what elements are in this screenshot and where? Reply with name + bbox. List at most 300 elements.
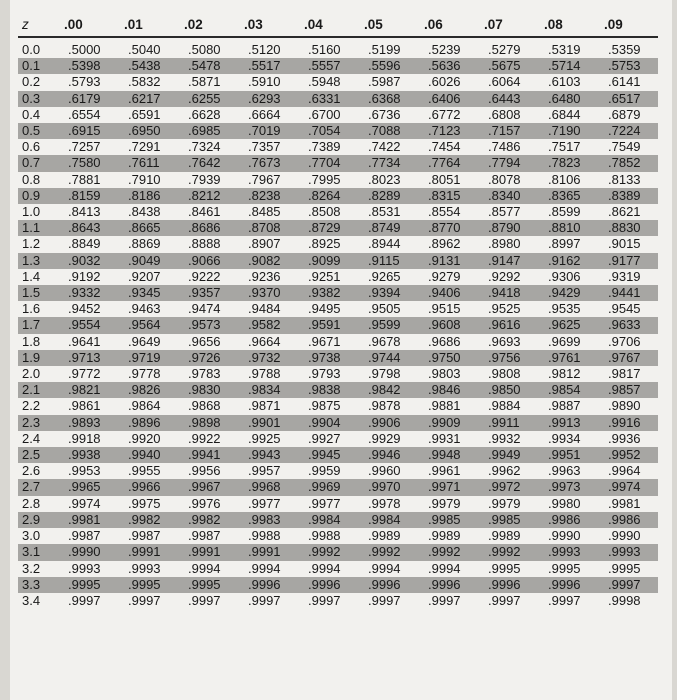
column-header: .02 bbox=[178, 14, 238, 37]
z-value-cell: 2.8 bbox=[22, 495, 41, 511]
probability-cell: .5793 bbox=[68, 74, 101, 90]
probability-cell: .9115 bbox=[368, 252, 400, 268]
probability-cell: .9664 bbox=[248, 333, 281, 349]
probability-cell: .9940 bbox=[128, 447, 161, 463]
table-row bbox=[18, 382, 658, 398]
probability-cell: .9978 bbox=[368, 495, 401, 511]
table-row bbox=[18, 123, 658, 139]
z-value-cell: 2.2 bbox=[22, 398, 41, 414]
probability-cell: .7939 bbox=[188, 171, 221, 187]
probability-cell: .6844 bbox=[548, 106, 581, 122]
probability-cell: .9949 bbox=[488, 447, 521, 463]
probability-cell: .9977 bbox=[248, 495, 281, 511]
probability-cell: .9993 bbox=[68, 560, 101, 576]
probability-cell: .5832 bbox=[128, 74, 161, 90]
z-value-cell: 2.1 bbox=[22, 382, 41, 398]
probability-cell: .9656 bbox=[188, 333, 221, 349]
probability-cell: .9678 bbox=[368, 333, 401, 349]
probability-cell: .9938 bbox=[68, 447, 101, 463]
probability-cell: .9162 bbox=[548, 252, 581, 268]
probability-cell: .7673 bbox=[248, 155, 281, 171]
probability-cell: .7357 bbox=[248, 139, 281, 155]
table-row bbox=[18, 528, 658, 544]
table-row bbox=[18, 334, 658, 350]
z-value-cell: 3.2 bbox=[22, 560, 41, 576]
z-value-cell: 0.7 bbox=[22, 155, 41, 171]
probability-cell: .9846 bbox=[428, 382, 461, 398]
probability-cell: .9987 bbox=[128, 528, 161, 544]
z-value-cell: 0.3 bbox=[22, 90, 41, 106]
probability-cell: .8729 bbox=[308, 220, 341, 236]
z-value-cell: 0.2 bbox=[22, 74, 41, 90]
z-value-cell: 3.1 bbox=[22, 544, 41, 560]
table-row bbox=[18, 204, 658, 220]
probability-cell: .9997 bbox=[368, 592, 401, 608]
probability-cell: .6179 bbox=[68, 90, 101, 106]
probability-cell: .9554 bbox=[68, 317, 101, 333]
probability-cell: .6628 bbox=[188, 106, 221, 122]
probability-cell: .8577 bbox=[488, 204, 521, 220]
table-row bbox=[18, 91, 658, 107]
probability-cell: .7549 bbox=[608, 139, 641, 155]
table-row bbox=[18, 561, 658, 577]
probability-cell: .9995 bbox=[548, 560, 581, 576]
probability-cell: .8790 bbox=[488, 220, 521, 236]
probability-cell: .9515 bbox=[428, 301, 461, 317]
z-value-cell: 1.8 bbox=[22, 333, 41, 349]
probability-cell: .5438 bbox=[128, 58, 161, 74]
z-value-cell: 3.4 bbox=[22, 592, 41, 608]
probability-cell: .9732 bbox=[248, 349, 281, 365]
probability-cell: .9972 bbox=[488, 479, 521, 495]
probability-cell: .9997 bbox=[68, 592, 101, 608]
z-value-cell: 1.5 bbox=[22, 285, 41, 301]
table-row bbox=[18, 479, 658, 495]
table-body bbox=[18, 37, 658, 609]
probability-cell: .7088 bbox=[368, 123, 401, 139]
probability-cell: .9983 bbox=[248, 511, 281, 527]
probability-cell: .9992 bbox=[368, 544, 401, 560]
probability-cell: .8962 bbox=[428, 236, 461, 252]
probability-cell: .9265 bbox=[368, 268, 401, 284]
probability-cell: .9998 bbox=[608, 592, 641, 608]
z-value-cell: 1.2 bbox=[22, 236, 41, 252]
probability-cell: .9995 bbox=[608, 560, 641, 576]
probability-cell: .8643 bbox=[68, 220, 101, 236]
probability-cell: .9934 bbox=[548, 430, 581, 446]
probability-cell: .9625 bbox=[548, 317, 581, 333]
table-row bbox=[18, 37, 658, 58]
probability-cell: .9995 bbox=[188, 576, 221, 592]
probability-cell: .8078 bbox=[488, 171, 521, 187]
probability-cell: .5871 bbox=[188, 74, 221, 90]
probability-cell: .7794 bbox=[488, 155, 521, 171]
probability-cell: .7224 bbox=[608, 123, 641, 139]
probability-cell: .5359 bbox=[608, 42, 641, 57]
probability-cell: .9608 bbox=[428, 317, 461, 333]
table-row bbox=[18, 512, 658, 528]
probability-cell: .9931 bbox=[428, 430, 461, 446]
probability-cell: .7852 bbox=[608, 155, 641, 171]
column-header: .04 bbox=[298, 14, 358, 37]
probability-cell: .9505 bbox=[368, 301, 401, 317]
probability-cell: .9633 bbox=[608, 317, 641, 333]
probability-cell: .6443 bbox=[488, 90, 521, 106]
probability-cell: .6517 bbox=[608, 90, 641, 106]
probability-cell: .9826 bbox=[128, 382, 161, 398]
probability-cell: .8365 bbox=[548, 187, 581, 203]
table-row bbox=[18, 577, 658, 593]
probability-cell: .8186 bbox=[128, 187, 161, 203]
probability-cell: .9452 bbox=[68, 301, 101, 317]
probability-cell: .9971 bbox=[428, 479, 461, 495]
probability-cell: .9982 bbox=[188, 511, 221, 527]
probability-cell: .7291 bbox=[128, 139, 161, 155]
z-table-sheet bbox=[10, 0, 672, 700]
probability-cell: .8106 bbox=[548, 171, 581, 187]
probability-cell: .6103 bbox=[548, 74, 581, 90]
probability-cell: .9850 bbox=[488, 382, 521, 398]
probability-cell: .9994 bbox=[188, 560, 221, 576]
table-row bbox=[18, 496, 658, 512]
z-value-cell: 0.1 bbox=[22, 58, 41, 74]
probability-cell: .9772 bbox=[68, 366, 101, 382]
header-row bbox=[18, 14, 658, 37]
probability-cell: .8159 bbox=[68, 187, 101, 203]
probability-cell: .9987 bbox=[68, 528, 101, 544]
probability-cell: .9484 bbox=[248, 301, 281, 317]
probability-cell: .6591 bbox=[128, 106, 161, 122]
probability-cell: .5596 bbox=[368, 58, 401, 74]
probability-cell: .9994 bbox=[308, 560, 341, 576]
probability-cell: .9406 bbox=[428, 285, 461, 301]
probability-cell: .9975 bbox=[128, 495, 161, 511]
probability-cell: .9738 bbox=[308, 349, 341, 365]
probability-cell: .9986 bbox=[608, 511, 641, 527]
probability-cell: .9946 bbox=[368, 447, 401, 463]
probability-cell: .9961 bbox=[428, 463, 461, 479]
probability-cell: .9976 bbox=[188, 495, 221, 511]
table-row bbox=[18, 398, 658, 414]
probability-cell: .9913 bbox=[548, 414, 581, 430]
probability-cell: .9918 bbox=[68, 430, 101, 446]
probability-cell: .9955 bbox=[128, 463, 161, 479]
table-row bbox=[18, 107, 658, 123]
probability-cell: .9082 bbox=[248, 252, 281, 268]
probability-cell: .9957 bbox=[248, 463, 281, 479]
probability-cell: .9793 bbox=[308, 366, 341, 382]
z-value-cell: 1.3 bbox=[22, 252, 41, 268]
probability-cell: .9418 bbox=[488, 285, 521, 301]
probability-cell: .6368 bbox=[368, 90, 401, 106]
probability-cell: .6554 bbox=[68, 106, 101, 122]
probability-cell: .9932 bbox=[488, 430, 521, 446]
probability-cell: .9015 bbox=[608, 236, 641, 252]
probability-cell: .9953 bbox=[68, 463, 101, 479]
table-row bbox=[18, 431, 658, 447]
probability-cell: .9767 bbox=[608, 349, 641, 365]
probability-cell: .9783 bbox=[188, 366, 221, 382]
probability-cell: .7823 bbox=[548, 155, 581, 171]
probability-cell: .8238 bbox=[248, 187, 281, 203]
probability-cell: .9996 bbox=[248, 576, 281, 592]
probability-cell: .9962 bbox=[488, 463, 521, 479]
probability-cell: .9394 bbox=[368, 285, 401, 301]
probability-cell: .9441 bbox=[608, 285, 641, 301]
probability-cell: .5714 bbox=[548, 58, 581, 74]
z-value-cell: 2.4 bbox=[22, 430, 41, 446]
probability-cell: .9941 bbox=[188, 447, 221, 463]
probability-cell: .5910 bbox=[248, 74, 281, 90]
column-header: .07 bbox=[478, 14, 538, 37]
probability-cell: .9871 bbox=[248, 398, 281, 414]
probability-cell: .9788 bbox=[248, 366, 281, 382]
probability-cell: .9991 bbox=[128, 544, 161, 560]
probability-cell: .9982 bbox=[128, 511, 161, 527]
z-value-cell: 2.9 bbox=[22, 511, 41, 527]
probability-cell: .9974 bbox=[68, 495, 101, 511]
column-header: .05 bbox=[358, 14, 418, 37]
probability-cell: .9864 bbox=[128, 398, 161, 414]
probability-cell: .9495 bbox=[308, 301, 341, 317]
z-value-cell: 2.3 bbox=[22, 414, 41, 430]
probability-cell: .9279 bbox=[428, 268, 461, 284]
probability-cell: .5040 bbox=[128, 42, 161, 57]
probability-cell: .9474 bbox=[188, 301, 221, 317]
probability-cell: .9994 bbox=[248, 560, 281, 576]
z-value-cell: 1.6 bbox=[22, 301, 41, 317]
probability-cell: .9990 bbox=[68, 544, 101, 560]
column-header: .01 bbox=[118, 14, 178, 37]
probability-cell: .5199 bbox=[368, 42, 401, 57]
probability-cell: .5120 bbox=[248, 42, 281, 57]
probability-cell: .6700 bbox=[308, 106, 341, 122]
probability-cell: .9979 bbox=[488, 495, 521, 511]
probability-cell: .9861 bbox=[68, 398, 101, 414]
probability-cell: .6664 bbox=[248, 106, 281, 122]
probability-cell: .9878 bbox=[368, 398, 401, 414]
table-row bbox=[18, 447, 658, 463]
z-value-cell: 0.0 bbox=[22, 42, 41, 57]
probability-cell: .9671 bbox=[308, 333, 341, 349]
probability-cell: .5319 bbox=[548, 42, 581, 57]
z-value-cell: 0.8 bbox=[22, 171, 41, 187]
z-value-cell: 2.6 bbox=[22, 463, 41, 479]
probability-cell: .9761 bbox=[548, 349, 581, 365]
probability-cell: .9686 bbox=[428, 333, 461, 349]
probability-cell: .9616 bbox=[488, 317, 521, 333]
probability-cell: .9319 bbox=[608, 268, 641, 284]
probability-cell: .9808 bbox=[488, 366, 521, 382]
probability-cell: .6772 bbox=[428, 106, 461, 122]
probability-cell: .9906 bbox=[368, 414, 401, 430]
probability-cell: .9890 bbox=[608, 398, 641, 414]
probability-cell: .7734 bbox=[368, 155, 401, 171]
table-row bbox=[18, 415, 658, 431]
table-row bbox=[18, 285, 658, 301]
probability-cell: .7517 bbox=[548, 139, 581, 155]
probability-cell: .9992 bbox=[488, 544, 521, 560]
probability-cell: .7422 bbox=[368, 139, 401, 155]
probability-cell: .7967 bbox=[248, 171, 281, 187]
probability-cell: .8665 bbox=[128, 220, 161, 236]
table-row bbox=[18, 220, 658, 236]
probability-cell: .6480 bbox=[548, 90, 581, 106]
probability-cell: .6026 bbox=[428, 74, 461, 90]
probability-cell: .9713 bbox=[68, 349, 101, 365]
probability-cell: .9545 bbox=[608, 301, 641, 317]
probability-cell: .8438 bbox=[128, 204, 161, 220]
probability-cell: .9980 bbox=[548, 495, 581, 511]
z-column-header: z bbox=[18, 14, 58, 37]
table-row bbox=[18, 236, 658, 252]
probability-cell: .9817 bbox=[608, 366, 641, 382]
probability-cell: .9979 bbox=[428, 495, 461, 511]
probability-cell: .9992 bbox=[428, 544, 461, 560]
probability-cell: .9943 bbox=[248, 447, 281, 463]
probability-cell: .9936 bbox=[608, 430, 641, 446]
probability-cell: .9968 bbox=[248, 479, 281, 495]
probability-cell: .9948 bbox=[428, 447, 461, 463]
probability-cell: .9332 bbox=[68, 285, 101, 301]
probability-cell: .9977 bbox=[308, 495, 341, 511]
probability-cell: .7190 bbox=[548, 123, 581, 139]
probability-cell: .6736 bbox=[368, 106, 401, 122]
probability-cell: .9989 bbox=[428, 528, 461, 544]
probability-cell: .8997 bbox=[548, 236, 581, 252]
probability-cell: .9868 bbox=[188, 398, 221, 414]
z-value-cell: 0.9 bbox=[22, 187, 41, 203]
table-row bbox=[18, 317, 658, 333]
probability-cell: .8212 bbox=[188, 187, 221, 203]
probability-cell: .9901 bbox=[248, 414, 281, 430]
probability-cell: .8264 bbox=[308, 187, 341, 203]
probability-cell: .9995 bbox=[68, 576, 101, 592]
probability-cell: .9778 bbox=[128, 366, 161, 382]
probability-cell: .9066 bbox=[188, 252, 221, 268]
probability-cell: .9984 bbox=[308, 511, 341, 527]
probability-cell: .9535 bbox=[548, 301, 581, 317]
table-row bbox=[18, 172, 658, 188]
probability-cell: .5000 bbox=[68, 42, 101, 57]
probability-cell: .8340 bbox=[488, 187, 521, 203]
probability-cell: .9929 bbox=[368, 430, 401, 446]
probability-cell: .8023 bbox=[368, 171, 401, 187]
probability-cell: .7642 bbox=[188, 155, 221, 171]
probability-cell: .9997 bbox=[308, 592, 341, 608]
probability-cell: .8749 bbox=[368, 220, 401, 236]
probability-cell: .7054 bbox=[308, 123, 341, 139]
probability-cell: .9952 bbox=[608, 447, 641, 463]
probability-cell: .9693 bbox=[488, 333, 521, 349]
probability-cell: .5080 bbox=[188, 42, 221, 57]
probability-cell: .9959 bbox=[308, 463, 341, 479]
probability-cell: .9986 bbox=[548, 511, 581, 527]
probability-cell: .8708 bbox=[248, 220, 281, 236]
probability-cell: .9292 bbox=[488, 268, 521, 284]
probability-cell: .7324 bbox=[188, 139, 221, 155]
probability-cell: .9370 bbox=[248, 285, 281, 301]
probability-cell: .8133 bbox=[608, 171, 641, 187]
probability-cell: .9967 bbox=[188, 479, 221, 495]
probability-cell: .8980 bbox=[488, 236, 521, 252]
probability-cell: .6331 bbox=[308, 90, 341, 106]
probability-cell: .9996 bbox=[308, 576, 341, 592]
probability-cell: .6406 bbox=[428, 90, 461, 106]
probability-cell: .9988 bbox=[248, 528, 281, 544]
probability-cell: .8389 bbox=[608, 187, 641, 203]
probability-cell: .7764 bbox=[428, 155, 461, 171]
probability-cell: .9996 bbox=[368, 576, 401, 592]
probability-cell: .5636 bbox=[428, 58, 461, 74]
probability-cell: .9984 bbox=[368, 511, 401, 527]
probability-cell: .9985 bbox=[428, 511, 461, 527]
probability-cell: .7157 bbox=[488, 123, 521, 139]
probability-cell: .9463 bbox=[128, 301, 161, 317]
probability-cell: .6808 bbox=[488, 106, 521, 122]
probability-cell: .9993 bbox=[128, 560, 161, 576]
probability-cell: .9963 bbox=[548, 463, 581, 479]
table-row bbox=[18, 269, 658, 285]
probability-cell: .9981 bbox=[608, 495, 641, 511]
probability-cell: .9960 bbox=[368, 463, 401, 479]
probability-cell: .9990 bbox=[608, 528, 641, 544]
z-value-cell: 1.9 bbox=[22, 349, 41, 365]
probability-cell: .9726 bbox=[188, 349, 221, 365]
probability-cell: .9382 bbox=[308, 285, 341, 301]
probability-cell: .7123 bbox=[428, 123, 461, 139]
probability-cell: .9750 bbox=[428, 349, 461, 365]
probability-cell: .7580 bbox=[68, 155, 101, 171]
probability-cell: .9591 bbox=[308, 317, 341, 333]
probability-cell: .8531 bbox=[368, 204, 401, 220]
probability-cell: .9821 bbox=[68, 382, 101, 398]
table-row bbox=[18, 58, 658, 74]
probability-cell: .9909 bbox=[428, 414, 461, 430]
probability-cell: .9993 bbox=[608, 544, 641, 560]
probability-cell: .9970 bbox=[368, 479, 401, 495]
probability-cell: .9996 bbox=[428, 576, 461, 592]
probability-cell: .7704 bbox=[308, 155, 341, 171]
probability-cell: .9887 bbox=[548, 398, 581, 414]
probability-cell: .7389 bbox=[308, 139, 341, 155]
probability-cell: .9916 bbox=[608, 414, 641, 430]
probability-cell: .9997 bbox=[188, 592, 221, 608]
probability-cell: .9357 bbox=[188, 285, 221, 301]
probability-cell: .9911 bbox=[488, 414, 520, 430]
probability-cell: .9989 bbox=[368, 528, 401, 544]
probability-cell: .9956 bbox=[188, 463, 221, 479]
probability-cell: .9966 bbox=[128, 479, 161, 495]
probability-cell: .9991 bbox=[248, 544, 281, 560]
probability-cell: .8849 bbox=[68, 236, 101, 252]
probability-cell: .9991 bbox=[188, 544, 221, 560]
probability-cell: .9993 bbox=[548, 544, 581, 560]
probability-cell: .9830 bbox=[188, 382, 221, 398]
probability-cell: .6064 bbox=[488, 74, 521, 90]
z-value-cell: 0.5 bbox=[22, 123, 41, 139]
probability-cell: .9881 bbox=[428, 398, 461, 414]
probability-cell: .7454 bbox=[428, 139, 461, 155]
probability-cell: .9951 bbox=[548, 447, 581, 463]
table-row bbox=[18, 139, 658, 155]
probability-cell: .9995 bbox=[128, 576, 161, 592]
probability-cell: .9834 bbox=[248, 382, 281, 398]
probability-cell: .9236 bbox=[248, 268, 281, 284]
z-value-cell: 2.5 bbox=[22, 447, 41, 463]
probability-cell: .9997 bbox=[488, 592, 521, 608]
probability-cell: .9987 bbox=[188, 528, 221, 544]
